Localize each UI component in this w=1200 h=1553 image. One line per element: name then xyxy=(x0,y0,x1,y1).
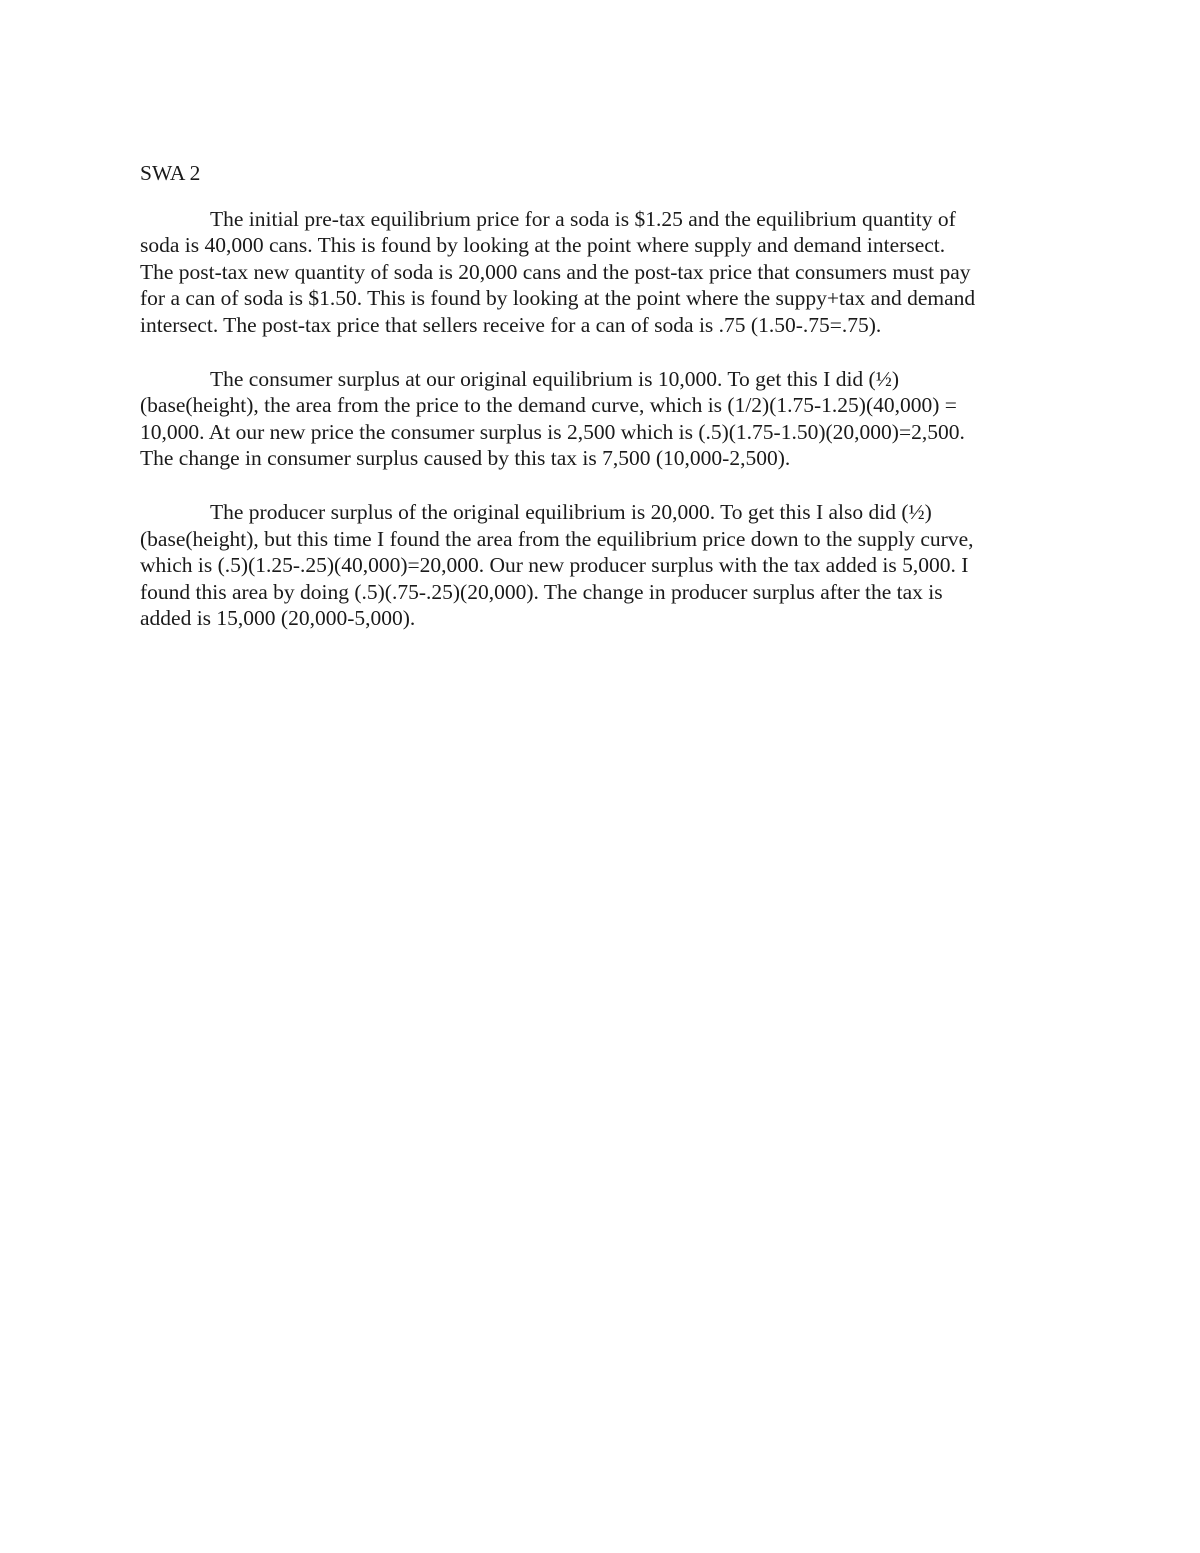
paragraph-line: (base(height), the area from the price to the demand curve, which is (1/2)(1.75-1.25)(40,000) = xyxy=(140,393,957,418)
paragraph-line: (base(height), but this time I found the area from the equilibrium price down to the supply curve, xyxy=(140,526,974,551)
paragraph-pretax-equilibrium xyxy=(140,206,1060,339)
paragraph-line: for a can of soda is $1.50. This is found by looking at the point where the suppy+tax and demand xyxy=(140,286,976,311)
paragraph-line: found this area by doing (.5)(.75-.25)(20,000). The change in producer surplus after the tax is xyxy=(140,579,943,604)
paragraph-line: The post-tax new quantity of soda is 20,000 cans and the post-tax price that consumers must pay xyxy=(140,259,971,284)
paragraph-line: soda is 40,000 cans. This is found by looking at the point where supply and demand intersect. xyxy=(140,233,946,258)
paragraph-line: 10,000. At our new price the consumer surplus is 2,500 which is (.5)(1.75-1.50)(20,000)=2,500. xyxy=(140,419,965,444)
paragraph-line: which is (.5)(1.25-.25)(40,000)=20,000. Our new producer surplus with the tax added is 5,000. I xyxy=(140,553,969,578)
document-body xyxy=(140,160,1060,659)
paragraph-line: intersect. The post-tax price that sellers receive for a can of soda is .75 (1.50-.75=.75). xyxy=(140,312,882,337)
document-title: SWA 2 xyxy=(140,161,201,185)
paragraph-line: added is 15,000 (20,000-5,000). xyxy=(140,606,416,631)
paragraph-line: The consumer surplus at our original equilibrium is 10,000. To get this I did (½) xyxy=(210,366,899,391)
paragraph-line: The change in consumer surplus caused by this tax is 7,500 (10,000-2,500). xyxy=(140,446,791,471)
paragraph-consumer-surplus xyxy=(140,366,1060,472)
paragraph-line: The initial pre-tax equilibrium price for a soda is $1.25 and the equilibrium quantity of xyxy=(210,206,956,231)
paragraph-producer-surplus xyxy=(140,499,1060,632)
paragraph-line: The producer surplus of the original equilibrium is 20,000. To get this I also did (½) xyxy=(210,499,932,524)
